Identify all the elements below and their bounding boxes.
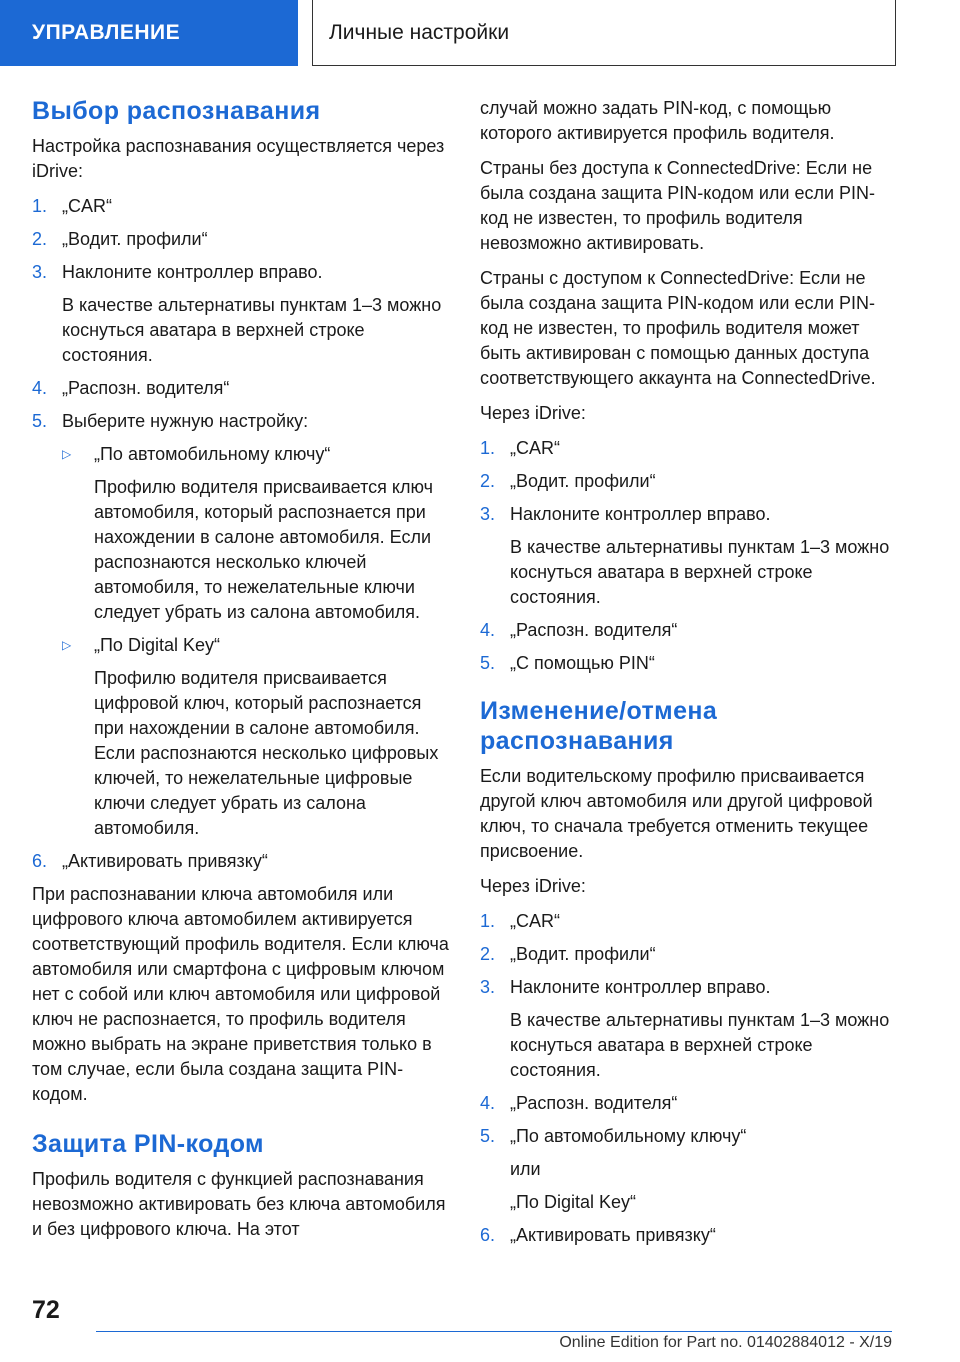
triangle-bullet-icon: ▷ bbox=[62, 638, 72, 652]
page-header bbox=[0, 0, 960, 68]
via-idrive: Через iDrive: bbox=[480, 876, 586, 896]
list-item: 2. „Водит. профили“ bbox=[32, 229, 208, 249]
body-paragraph: случай можно задать PIN-код, с помощью которого активируется профиль водителя. bbox=[480, 98, 835, 143]
page-number: 72 bbox=[32, 1296, 60, 1324]
option-bullet: ▷ „По автомобильному ключу“ bbox=[32, 442, 452, 467]
steps-list bbox=[480, 436, 900, 676]
intro-text: Настройка распознавания осуществляется через iDrive: bbox=[32, 136, 445, 181]
section-tab: УПРАВЛЕНИЕ bbox=[0, 0, 298, 66]
list-item: 3. Наклоните контроллер вправо. bbox=[32, 262, 323, 282]
steps-list bbox=[480, 909, 900, 1248]
heading-recognition-choice: Выбор распознавания bbox=[32, 97, 321, 125]
body-paragraph: Профиль водителя с функцией распознавания невозможно активировать без ключа автомобиля и без цифрового ключа. На этот bbox=[32, 1169, 446, 1239]
option-bullet: ▷ „По Digital Key“ bbox=[32, 633, 452, 658]
via-idrive: Через iDrive: bbox=[480, 403, 586, 423]
list-item: 5. „По автомобильному ключу“ bbox=[480, 1126, 747, 1146]
list-item: 6. „Активировать привязку“ bbox=[480, 1225, 716, 1245]
option-description: Профилю водителя присваивается цифровой ключ, который распознается при нахождении в салоне автомобиля. Если распознаются несколько цифровых ключей, то нежелательные цифровые ключи следует убрать из салона автомобиля. bbox=[94, 668, 439, 838]
digital-key-option: „По Digital Key“ bbox=[510, 1192, 636, 1212]
step-note: В качестве альтернативы пунктам 1–3 можно коснуться аватара в верхней строке состояния. bbox=[62, 295, 442, 365]
list-item: 1. „CAR“ bbox=[32, 196, 112, 216]
or-text: или bbox=[510, 1159, 541, 1179]
list-item: 1. „CAR“ bbox=[480, 438, 560, 458]
list-item: 4. „Распозн. водителя“ bbox=[32, 378, 230, 398]
edition-text: Online Edition for Part no. 01402884012 - X/19 bbox=[559, 1334, 892, 1351]
body-paragraph: При распознавании ключа автомобиля или цифрового ключа автомобилем активируется соответствующий профиль водителя. Если ключа автомобиля или смартфона с цифровым ключом нет с собой или ключ автомобиля или цифровой ключ не распознается, то профиль водителя можно выбрать на экране приветствия только в том случае, если была создана защита PIN-кодом. bbox=[32, 884, 449, 1104]
list-item: 3. Наклоните контроллер вправо. bbox=[480, 504, 771, 524]
list-item: 4. „Распозн. водителя“ bbox=[480, 1093, 678, 1113]
steps-list bbox=[32, 194, 452, 874]
heading-pin-protection: Защита PIN-кодом bbox=[32, 1130, 264, 1158]
step-note: В качестве альтернативы пунктам 1–3 можно коснуться аватара в верхней строке состояния. bbox=[510, 1010, 890, 1080]
body-paragraph: Страны с доступом к ConnectedDrive: Если не была создана защита PIN-кодом или если PIN-код не известен, то профиль водителя может быть активирован с помощью данных доступа соответствующего аккаунта на ConnectedDrive. bbox=[480, 268, 876, 388]
footer-divider bbox=[96, 1331, 892, 1332]
list-item: 5. Выберите нужную настройку: bbox=[32, 411, 309, 431]
left-column bbox=[32, 96, 452, 1252]
triangle-bullet-icon: ▷ bbox=[62, 447, 72, 461]
list-item: 1. „CAR“ bbox=[480, 911, 560, 931]
step-note: В качестве альтернативы пунктам 1–3 можно коснуться аватара в верхней строке состояния. bbox=[510, 537, 890, 607]
chapter-title: Личные настройки bbox=[312, 0, 896, 66]
list-item: 2. „Водит. профили“ bbox=[480, 944, 656, 964]
list-item: 6. „Активировать привязку“ bbox=[32, 851, 268, 871]
option-description: Профилю водителя присваивается ключ автомобиля, который распознается при нахождении в салоне автомобиля. Если распознаются несколько ключей автомобиля, то нежелательные ключи следует убрать из салона автомобиля. bbox=[94, 477, 433, 622]
body-paragraph: Если водительскому профилю присваивается другой ключ автомобиля или другой цифровой ключ, то сначала требуется отменить текущее присвоение. bbox=[480, 766, 873, 861]
list-item: 4. „Распозн. водителя“ bbox=[480, 620, 678, 640]
body-paragraph: Страны без доступа к ConnectedDrive: Если не была создана защита PIN-кодом или если PIN-код не известен, то профиль водителя невозможно активировать. bbox=[480, 158, 876, 253]
heading-change-cancel: Изменение/отмена распознавания bbox=[480, 697, 718, 755]
right-column bbox=[480, 96, 900, 1256]
list-item: 3. Наклоните контроллер вправо. bbox=[480, 977, 771, 997]
list-item: 2. „Водит. профили“ bbox=[480, 471, 656, 491]
list-item: 5. „С помощью PIN“ bbox=[480, 653, 655, 673]
